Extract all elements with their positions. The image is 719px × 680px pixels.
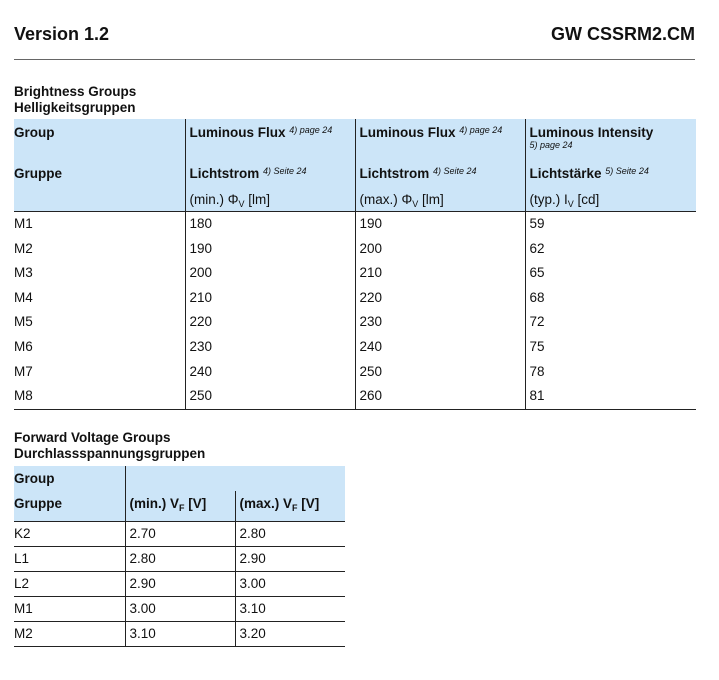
table-cell: 3.10: [125, 622, 235, 647]
brightness-title-en: Brightness Groups: [14, 84, 137, 99]
table-cell: L2: [14, 572, 125, 597]
voltage-header-row-2: [14, 491, 345, 522]
table-cell: 72: [525, 310, 696, 335]
table-cell: 230: [185, 335, 355, 360]
voltage-header-max: (max.) $V_F$ [V]: [235, 491, 345, 522]
brightness-header-col-2: Luminous Flux $^{4) page 24}$ Lichtstrom $^{4) Seite 24}$ (max.) $\Phi_V$ [lm]: [355, 119, 525, 212]
table-cell: 65: [525, 261, 696, 286]
table-cell: 190: [355, 212, 525, 237]
table-row: [14, 384, 696, 409]
header-divider: [14, 59, 695, 60]
voltage-header-group: Group: [14, 466, 125, 491]
table-cell: M5: [14, 314, 33, 330]
table-cell: 200: [185, 261, 355, 286]
table-cell: 3.00: [125, 597, 235, 622]
table-cell: 68: [525, 286, 696, 311]
table-cell: 210: [185, 286, 355, 311]
brightness-header-col-1: Luminous Flux $^{4) page 24}$ Lichtstrom $^{4) Seite 24}$ (min.) $\Phi_V$ [lm]: [185, 119, 355, 212]
table-row: [14, 622, 345, 647]
table-cell: 240: [355, 335, 525, 360]
table-row: [14, 261, 696, 286]
table-cell: 250: [185, 384, 355, 409]
voltage-table: [14, 466, 345, 647]
table-cell: 3.00: [235, 572, 345, 597]
table-row: [14, 310, 696, 335]
table-cell: 62: [525, 237, 696, 262]
table-row: [14, 572, 345, 597]
table-cell: 2.80: [125, 547, 235, 572]
table-cell: 230: [355, 310, 525, 335]
table-cell: M1: [14, 216, 33, 231]
voltage-header-gruppe: Gruppe: [14, 491, 125, 522]
table-cell: 180: [185, 212, 355, 237]
table-cell: M4: [14, 289, 33, 305]
table-row: [14, 286, 696, 311]
table-cell: 75: [525, 335, 696, 360]
table-cell: 260: [355, 384, 525, 409]
table-cell: M6: [14, 338, 33, 354]
brightness-header-row: [14, 119, 696, 212]
table-cell: 3.10: [235, 597, 345, 622]
brightness-header-col-0: Group Gruppe: [14, 119, 185, 212]
table-cell: 3.20: [235, 622, 345, 647]
voltage-header-blank: [125, 466, 345, 491]
table-cell: M2: [14, 240, 33, 256]
table-row: [14, 212, 696, 237]
table-cell: L1: [14, 547, 125, 572]
table-row: [14, 360, 696, 385]
voltage-title-en: Forward Voltage Groups: [14, 430, 171, 445]
brightness-header-col-3: Luminous Intensity 5) page 24 Lichtstärke $^{5) Seite 24}$ (typ.) $I_V$ [cd]: [525, 119, 696, 212]
table-cell: 240: [185, 360, 355, 385]
table-row: [14, 237, 696, 262]
table-cell: 190: [185, 237, 355, 262]
table-cell: 200: [355, 237, 525, 262]
table-cell: M3: [14, 265, 33, 281]
voltage-title-de: Durchlassspannungsgruppen: [14, 446, 206, 461]
table-cell: 250: [355, 360, 525, 385]
table-row: [14, 597, 345, 622]
table-cell: M8: [14, 388, 33, 404]
voltage-header-row-1: [14, 466, 345, 491]
version-label: Version 1.2: [14, 24, 110, 44]
table-cell: M7: [14, 363, 33, 379]
table-cell: 2.90: [235, 547, 345, 572]
table-cell: 59: [525, 212, 696, 237]
table-row: [14, 547, 345, 572]
brightness-title-de: Helligkeitsgruppen: [14, 100, 136, 115]
table-cell: 210: [355, 261, 525, 286]
table-cell: 220: [185, 310, 355, 335]
page-header: [14, 24, 695, 48]
table-cell: 2.70: [125, 522, 235, 547]
table-cell: 220: [355, 286, 525, 311]
table-cell: K2: [14, 522, 125, 547]
table-cell: 2.90: [125, 572, 235, 597]
table-row: [14, 522, 345, 547]
table-cell: M1: [14, 597, 125, 622]
table-cell: 2.80: [235, 522, 345, 547]
table-cell: 81: [525, 384, 696, 409]
table-cell: 78: [525, 360, 696, 385]
table-cell: M2: [14, 622, 125, 647]
voltage-header-min: (min.) $V_F$ [V]: [125, 491, 235, 522]
brightness-table: [14, 119, 696, 410]
product-name: GW CSSRM2.CM: [551, 24, 695, 44]
table-row: [14, 335, 696, 360]
